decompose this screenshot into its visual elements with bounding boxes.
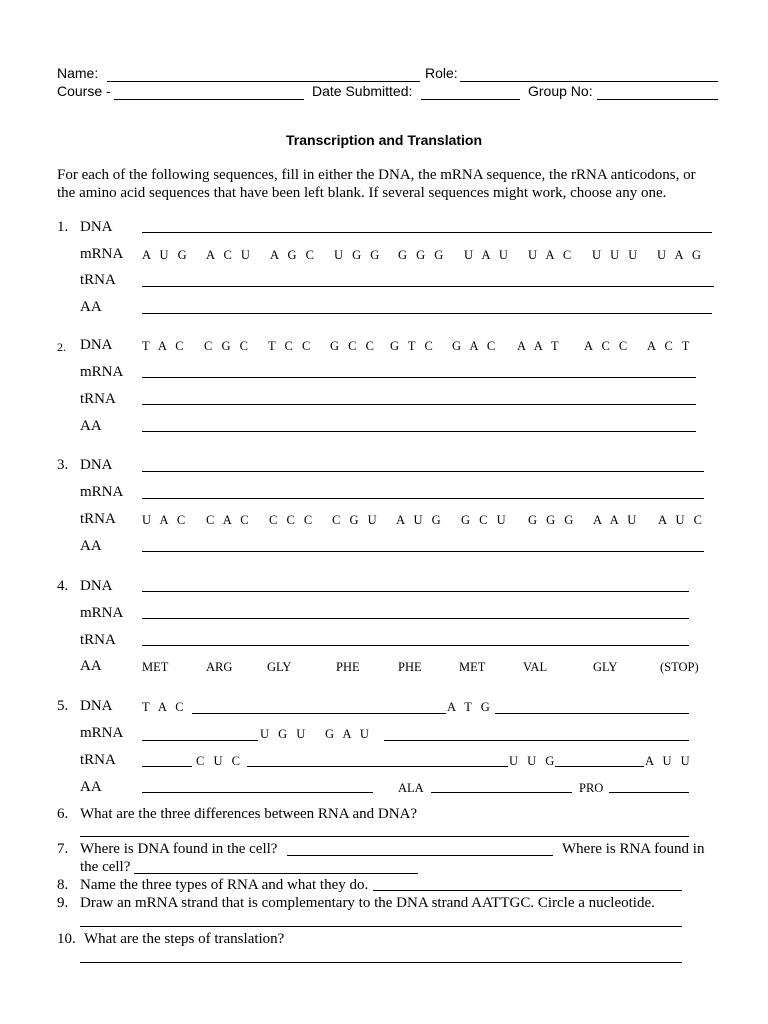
trna-label: tRNA bbox=[80, 272, 116, 288]
p5-amino-acid: ALA bbox=[398, 781, 424, 795]
aa-label: AA bbox=[80, 658, 102, 674]
p5-aa-answer-line[interactable] bbox=[431, 792, 572, 793]
trna-label: tRNA bbox=[80, 632, 116, 648]
mrna-label: mRNA bbox=[80, 605, 124, 621]
question-text: What are the three differences between RNA and DNA? bbox=[80, 806, 418, 822]
p4-amino-acid: GLY bbox=[267, 660, 292, 674]
p5-aa-answer-line[interactable] bbox=[609, 792, 689, 793]
p3-trna-anticodon: A U G bbox=[396, 513, 444, 527]
p2-dna-codon: C G C bbox=[204, 339, 251, 353]
q9-answer-line[interactable] bbox=[80, 926, 682, 927]
p4-amino-acid: (STOP) bbox=[660, 660, 699, 674]
q6-answer-line[interactable] bbox=[80, 836, 689, 837]
p1-trna-answer-line[interactable] bbox=[142, 286, 714, 287]
p3-trna-anticodon: A A U bbox=[593, 513, 640, 527]
question-text: Name the three types of RNA and what they do. bbox=[80, 877, 369, 893]
p5-mrna-answer-line[interactable] bbox=[384, 740, 689, 741]
p5-aa-answer-line[interactable] bbox=[142, 792, 373, 793]
p3-trna-anticodon: G G G bbox=[528, 513, 577, 527]
p3-aa-answer-line[interactable] bbox=[142, 551, 704, 552]
question-text: Where is DNA found in the cell? bbox=[80, 841, 278, 857]
page-title: Transcription and Translation bbox=[286, 132, 483, 148]
p1-mrna-codon: U U U bbox=[592, 248, 641, 262]
p5-mrna-codon: U G U bbox=[260, 727, 309, 741]
p4-amino-acid: PHE bbox=[336, 660, 360, 674]
p1-mrna-codon: A C U bbox=[206, 248, 253, 262]
p2-dna-codon: A C C bbox=[584, 339, 631, 353]
p2-aa-answer-line[interactable] bbox=[142, 431, 696, 432]
p4-amino-acid: VAL bbox=[523, 660, 548, 674]
trna-label: tRNA bbox=[80, 511, 116, 527]
p1-mrna-codon: A U G bbox=[142, 248, 190, 262]
date-submitted-field[interactable] bbox=[421, 99, 520, 100]
p5-trna-answer-line[interactable] bbox=[555, 766, 644, 767]
aa-label: AA bbox=[80, 779, 102, 795]
p3-trna-anticodon: U A C bbox=[142, 513, 189, 527]
p3-dna-answer-line[interactable] bbox=[142, 471, 704, 472]
q7-dna-location-answer-line[interactable] bbox=[287, 855, 553, 856]
question-text: Draw an mRNA strand that is complementary to the DNA strand AATTGC. Circle a nucleotide. bbox=[80, 895, 655, 911]
trna-label: tRNA bbox=[80, 391, 116, 407]
p2-mrna-answer-line[interactable] bbox=[142, 377, 696, 378]
p3-trna-anticodon: C A C bbox=[206, 513, 252, 527]
problem-number: 3. bbox=[57, 457, 69, 473]
problem-number: 1. bbox=[57, 219, 69, 235]
name-field[interactable] bbox=[107, 81, 420, 82]
aa-label: AA bbox=[80, 299, 102, 315]
group-no-field[interactable] bbox=[597, 99, 718, 100]
p5-trna-anticodon: U U G bbox=[509, 754, 558, 768]
mrna-label: mRNA bbox=[80, 484, 124, 500]
q10-answer-line[interactable] bbox=[80, 962, 682, 963]
p3-trna-anticodon: G C U bbox=[461, 513, 509, 527]
question-number: 9. bbox=[57, 895, 69, 911]
mrna-label: mRNA bbox=[80, 725, 124, 741]
role-label: Role: bbox=[425, 65, 458, 81]
p1-mrna-codon: G G G bbox=[398, 248, 447, 262]
p5-mrna-codon: G A U bbox=[325, 727, 372, 741]
instructions-line-2: the amino acid sequences that have been left blank. If several sequences might work, choose any one. bbox=[57, 185, 667, 201]
p2-dna-codon: G T C bbox=[390, 339, 436, 353]
p5-trna-answer-line[interactable] bbox=[247, 766, 508, 767]
aa-label: AA bbox=[80, 418, 102, 434]
dna-label: DNA bbox=[80, 219, 113, 235]
problem-number: 2. bbox=[57, 340, 66, 354]
course-label: Course - bbox=[57, 83, 111, 99]
p1-mrna-codon: U G G bbox=[334, 248, 383, 262]
question-number: 10. bbox=[57, 931, 76, 947]
problem-number: 5. bbox=[57, 698, 69, 714]
p3-trna-anticodon: C C C bbox=[269, 513, 316, 527]
p1-dna-answer-line[interactable] bbox=[142, 232, 712, 233]
mrna-label: mRNA bbox=[80, 246, 124, 262]
p4-trna-answer-line[interactable] bbox=[142, 645, 689, 646]
mrna-label: mRNA bbox=[80, 364, 124, 380]
q7-rna-location-answer-line[interactable] bbox=[134, 873, 418, 874]
p2-dna-codon: G C C bbox=[330, 339, 377, 353]
p5-dna-codon: A T G bbox=[447, 700, 493, 714]
p2-dna-codon: A C T bbox=[647, 339, 693, 353]
p5-mrna-answer-line[interactable] bbox=[142, 740, 258, 741]
question-number: 6. bbox=[57, 806, 69, 822]
p5-dna-answer-line[interactable] bbox=[495, 713, 689, 714]
p1-mrna-codon: A G C bbox=[270, 248, 317, 262]
p1-aa-answer-line[interactable] bbox=[142, 313, 712, 314]
dna-label: DNA bbox=[80, 578, 113, 594]
p2-dna-codon: A A T bbox=[517, 339, 562, 353]
aa-label: AA bbox=[80, 538, 102, 554]
p1-mrna-codon: U A U bbox=[464, 248, 511, 262]
p5-trna-anticodon: A U U bbox=[645, 754, 693, 768]
p1-mrna-codon: U A C bbox=[528, 248, 575, 262]
p4-amino-acid: GLY bbox=[593, 660, 618, 674]
p5-dna-answer-line[interactable] bbox=[192, 713, 446, 714]
group-no-label: Group No: bbox=[528, 83, 593, 99]
p5-amino-acid: PRO bbox=[579, 781, 604, 795]
p3-trna-anticodon: A U C bbox=[658, 513, 705, 527]
question-number: 7. bbox=[57, 841, 69, 857]
question-text: Where is RNA found in bbox=[562, 841, 705, 857]
role-field[interactable] bbox=[460, 81, 718, 82]
p5-trna-answer-line[interactable] bbox=[142, 766, 192, 767]
date-submitted-label: Date Submitted: bbox=[312, 83, 413, 99]
p1-mrna-codon: U A G bbox=[657, 248, 704, 262]
p2-trna-answer-line[interactable] bbox=[142, 404, 696, 405]
question-number: 8. bbox=[57, 877, 69, 893]
p4-amino-acid: ARG bbox=[206, 660, 233, 674]
instructions-line-1: For each of the following sequences, fill in either the DNA, the mRNA sequence, the rRNA anticodons, or bbox=[57, 167, 696, 183]
dna-label: DNA bbox=[80, 457, 113, 473]
p4-mrna-answer-line[interactable] bbox=[142, 618, 689, 619]
course-field[interactable] bbox=[114, 99, 304, 100]
question-text: What are the steps of translation? bbox=[84, 931, 285, 947]
p2-dna-codon: T A C bbox=[142, 339, 187, 353]
p4-amino-acid: MET bbox=[459, 660, 486, 674]
name-label: Name: bbox=[57, 65, 99, 81]
p3-trna-anticodon: C G U bbox=[332, 513, 380, 527]
p5-dna-codon: T A C bbox=[142, 700, 187, 714]
p3-mrna-answer-line[interactable] bbox=[142, 498, 704, 499]
p4-amino-acid: PHE bbox=[398, 660, 422, 674]
problem-number: 4. bbox=[57, 578, 69, 594]
question-text: the cell? bbox=[80, 859, 131, 875]
p2-dna-codon: G A C bbox=[452, 339, 499, 353]
trna-label: tRNA bbox=[80, 752, 116, 768]
p4-dna-answer-line[interactable] bbox=[142, 591, 689, 592]
q8-answer-line[interactable] bbox=[373, 890, 682, 891]
p2-dna-codon: T C C bbox=[268, 339, 314, 353]
dna-label: DNA bbox=[80, 698, 113, 714]
p4-amino-acid: MET bbox=[142, 660, 169, 674]
dna-label: DNA bbox=[80, 337, 113, 353]
p5-trna-anticodon: C U C bbox=[196, 754, 243, 768]
